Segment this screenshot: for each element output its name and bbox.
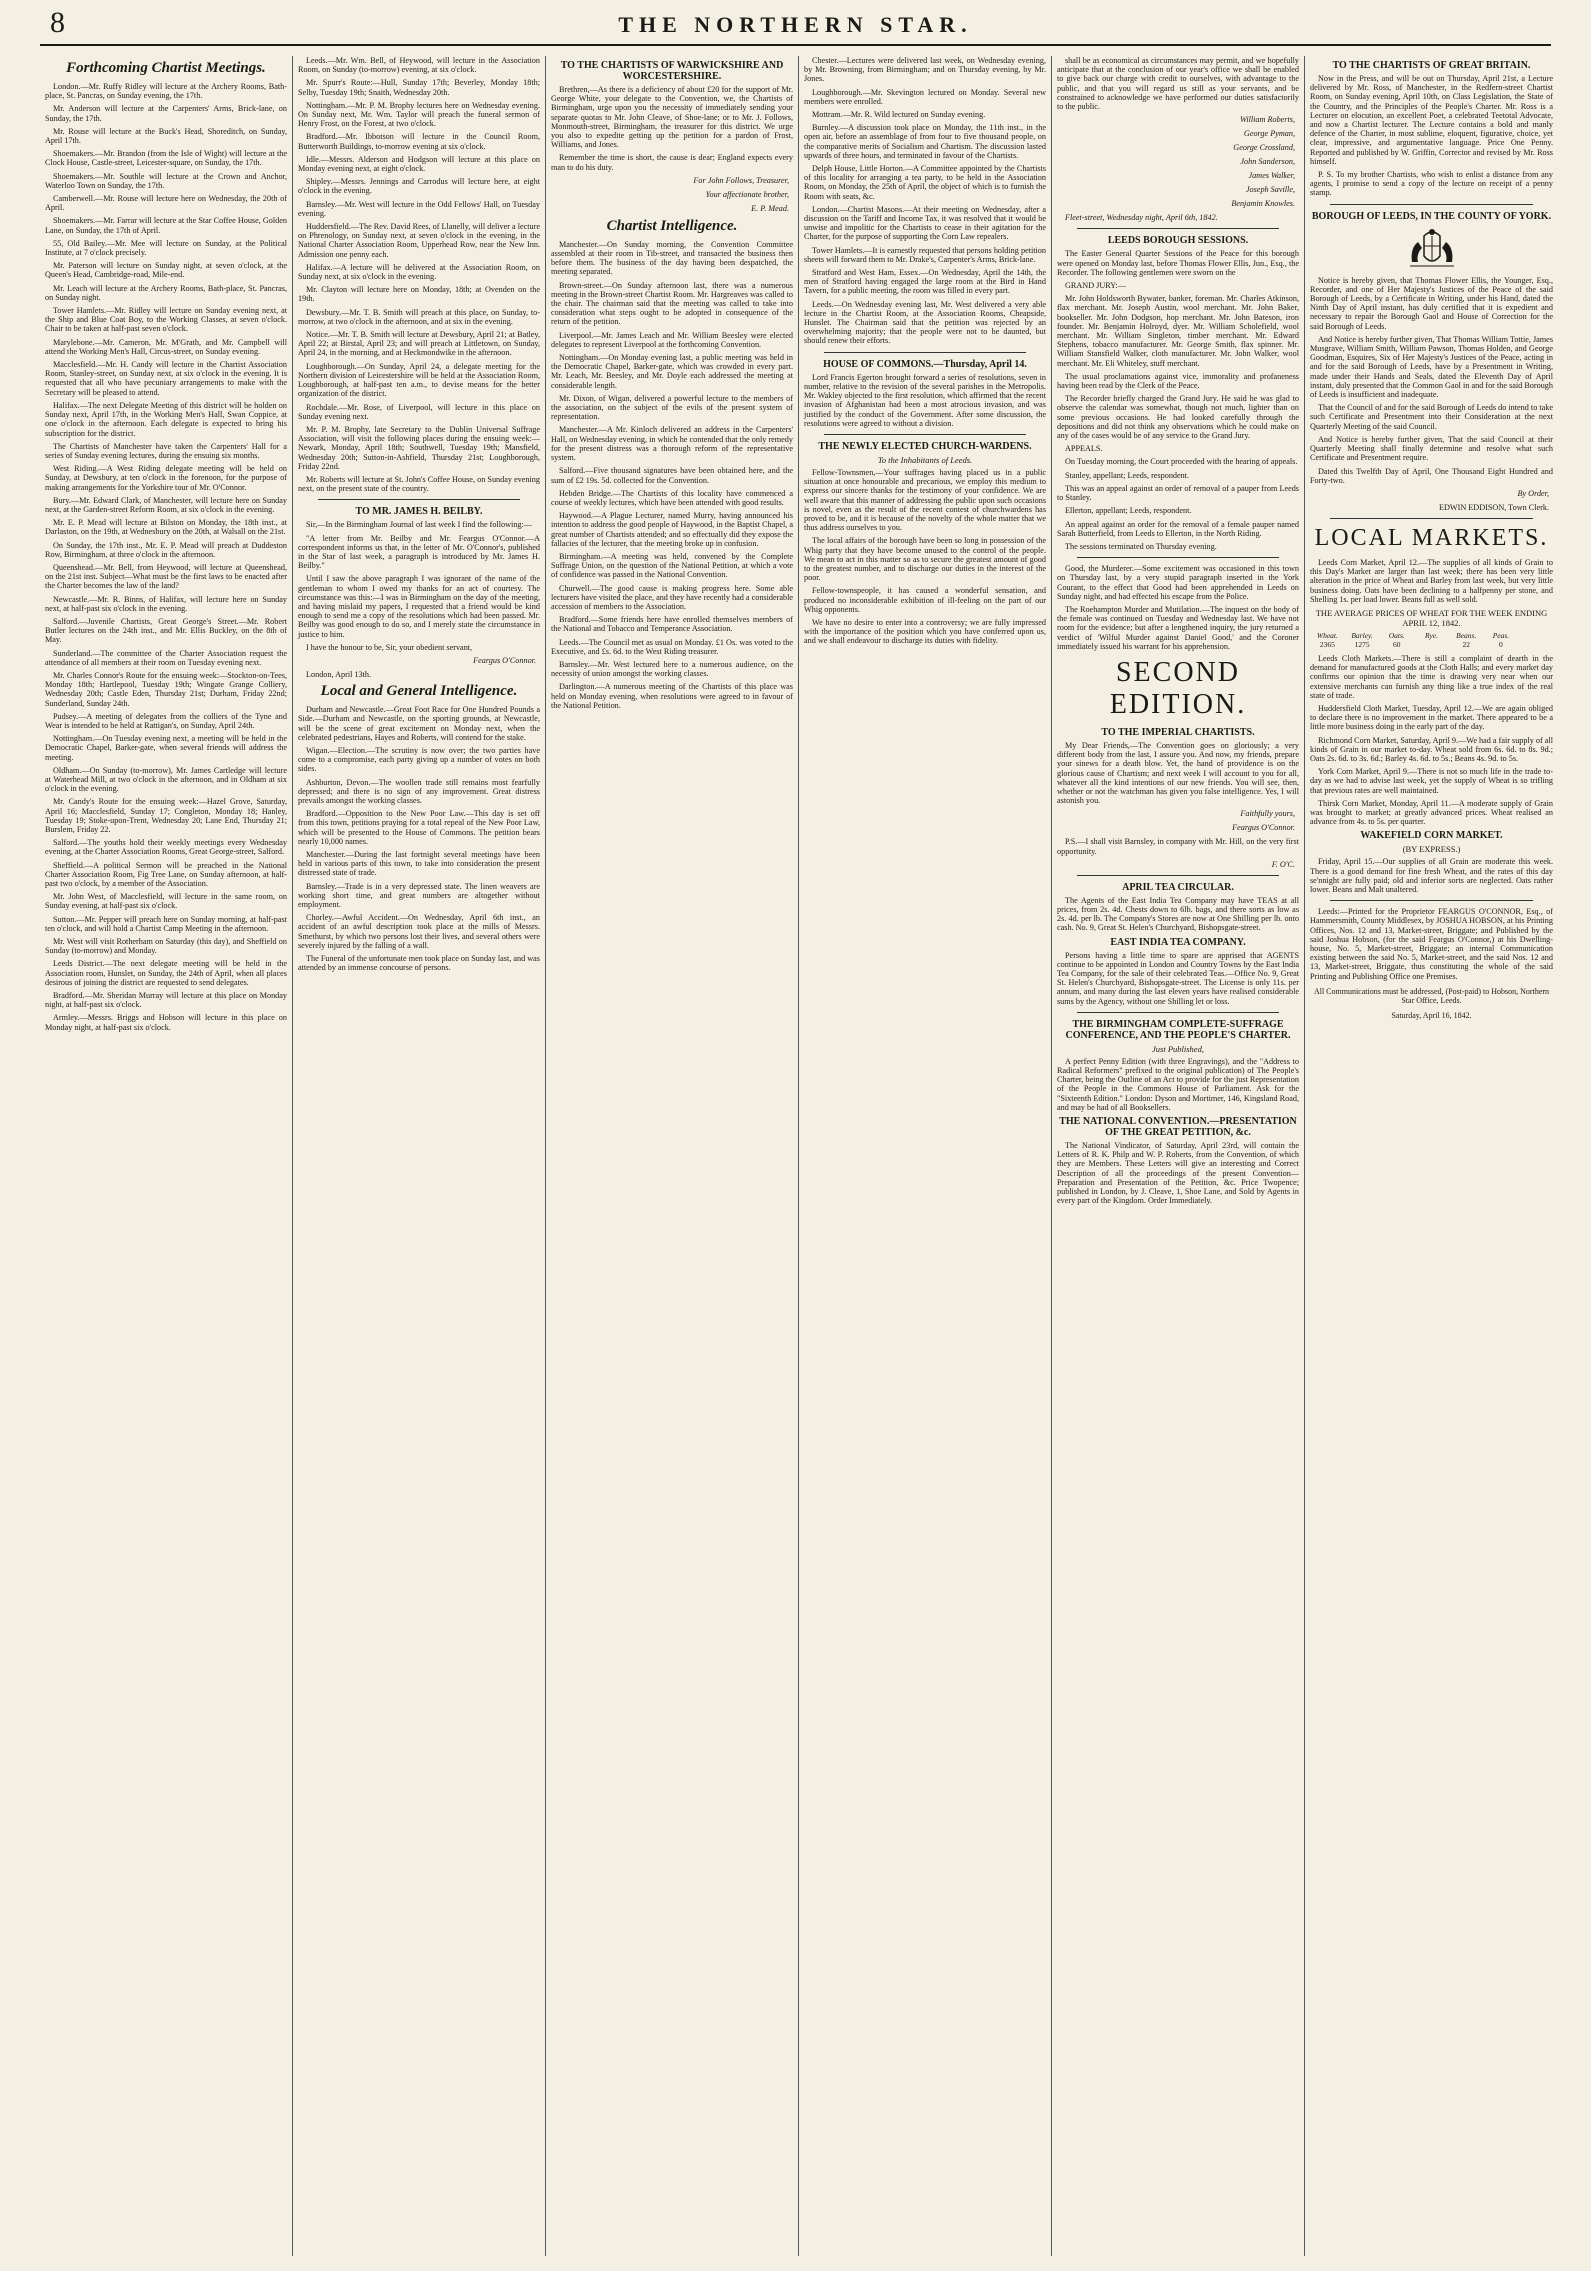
notice-paragraph: Barnsley.—Mr. West will lecture in the Odd Fellows' Hall, on Tuesday evening. (298, 199, 540, 218)
letter-signature: Feargus O'Connor. (473, 655, 536, 665)
news-paragraph: Chester.—Lectures were delivered last week, on Wednesday evening, by Mr. Browning, from Birmingham; and on Thursday evening, by Mr. Jones. (804, 56, 1046, 84)
notice-paragraph: Leeds District.—The next delegate meeting will be held in the Association room, Hunslet, on Sunday, the 24th of April, when all places desirous of joining the district are requested to send delegates. (45, 959, 287, 987)
notice-paragraph: Oldham.—On Sunday (to-morrow), Mr. James Cartledge will lecture at Waterhead Mill, at two o'clock in the afternoon, and in Oldham at six o'clock in the evening. (45, 765, 287, 794)
chartist-paragraphs (551, 240, 793, 710)
great-britain-ps: P. S. To my brother Chartists, who wish to enlist a distance from any agents, I promise to send a copy of the lecture on receipt of a penny stamp. (1310, 170, 1553, 198)
imperial-heading: TO THE IMPERIAL CHARTISTS. (1101, 726, 1255, 738)
letter-paragraph: "A letter from Mr. Beilby and Mr. Feargus O'Connor.—A correspondent informs us that, in the letter of Mr. O'Connor's, published in the Star of last week, a paragraph is introduced by Mr. James H. Beilby." (298, 533, 540, 571)
letter-paragraph: My Dear Friends,—The Convention goes on gloriously; a very different body from the last, I assure you. And now, my friends, prepare your sinews for a death blow. Yet, the hand of providence is on the glorious cause of Chartism; and next week I will account to you for all, whatever all the kind intentions of our new friends. You will see, then, whether or not the watchman has given you false intelligence. Yes, I will astonish you. (1057, 740, 1299, 806)
notice-paragraph: Salford.—The youths hold their weekly meetings every Wednesday evening, at the Charter Association Rooms, Great George-street, Salford. (45, 838, 287, 857)
masthead: THE NORTHERN STAR. (618, 12, 973, 37)
sessions-paragraph: An appeal against an order for the removal of a female pauper named Sarah Butterfield, from Leeds to Ellerton, in the North Riding. (1057, 519, 1299, 538)
news-paragraph: Wigan.—Election.—The scrutiny is now over; the two parties have come to a compromise, each party giving up a number of votes on both sides. (298, 745, 540, 774)
imprint-date: Saturday, April 16, 1842. (1391, 1010, 1472, 1020)
price-head: Peas. (1492, 630, 1510, 640)
letter-place: London, April 13th. (306, 669, 372, 679)
news-paragraph: Birmingham.—A meeting was held, convened by the Complete Suffrage Union, on the question of the National Petition, at which a vote of confidence was passed in the National Convention. (551, 551, 793, 580)
churchwarden-signatures (1057, 115, 1299, 208)
page-header (40, 8, 1551, 46)
signature-date: Fleet-street, Wednesday night, April 6th, 1842. (1065, 213, 1218, 223)
news-paragraph: Liverpool.—Mr. James Leach and Mr. William Beesley were elected delegates to represent Liverpool at the forthcoming Convention. (551, 330, 793, 349)
churchwardens-heading: THE NEWLY ELECTED CHURCH-WARDENS. (818, 440, 1032, 452)
great-britain-heading: TO THE CHARTISTS OF GREAT BRITAIN. (1332, 60, 1531, 71)
national-convention-text: The National Vindicator, of Saturday, April 23rd, will contain the Letters of R. K. Philp and W. P. Roberts, from the Convention, of which they are Members. These Letters will give an interesting and Correct Description of all the proceedings of the present Convention—Preparation and Presentation of the Petition, &c. Price Twopence; published in London, by J. Cleave, 1, Shoe Lane, and Sold by Agents in every part of the Kingdom. Order Immediately. (1057, 1141, 1299, 1206)
news-paragraph: Tower Hamlets.—It is earnestly requested that persons holding petition sheets will forward them to Mr. Drake's, Carpenter's Arms, Brick-lane. (804, 245, 1046, 264)
news-paragraph: Delph House, Little Horton.—A Committee appointed by the Chartists of this locality for arranging a tea party, to be held in the Association Room, on Monday, the 25th of April, the object of which is to furnish the Room with seats, &c. (804, 164, 1046, 201)
news-paragraph: Burnley.—A discussion took place on Monday, the 11th inst., in the open air, before an assemblage of from four to five thousand people, on the comparative merits of Socialism and Chartism. The discussion lasted upwards of three hours, and terminated in favour of the Chartists. (804, 123, 1046, 160)
notice-paragraph: Mr. Anderson will lecture at the Carpenters' Arms, Brick-lane, on Sunday, the 17th. (45, 104, 287, 123)
notice-paragraph: Halifax.—A lecture will be delivered at the Association Room, on Sunday next, at six o'clock in the evening. (298, 262, 540, 282)
notice-paragraph: Sutton.—Mr. Pepper will preach here on Sunday morning, at half-past ten o'clock, and will hold a Chartist Camp Meeting in the afternoon. (45, 914, 287, 933)
sessions-paragraph: The usual proclamations against vice, immorality and profaneness having been read by the Clerk of the Peace. (1057, 371, 1299, 391)
price-value (1518, 640, 1553, 649)
address-paragraph: shall be as economical as circumstances may permit, and we hopefully anticipate that at the conclusion of our year's office we shall be enabled to give back our charge with credit to ourselves, with advantage to the public, and that you will regard us still as your servants, and be constrained to acknowledge we have performed our duties satisfactorily to the public. (1057, 56, 1299, 112)
section-title-chartist: Chartist Intelligence. (606, 217, 738, 234)
price-head: Wheat. (1316, 630, 1338, 640)
tea-circular-text: The Agents of the East India Tea Company may have TEAS at all prices, from 2s. 4d. Chests down to 6lb. bags, and there sorts as low as 2s. 4d. per lb. The Company's Stores are now at One Shilling per lb. onto cash. No. 9, Great St. Helen's Churchyard, Bishopsgate-street. (1057, 895, 1299, 933)
col3-signature (551, 176, 793, 213)
divider (318, 499, 520, 500)
imprint: Leeds:—Printed for the Proprietor FEARGUS O'CONNOR, Esq., of Hammersmith, County Middlesex, by JOSHUA HOBSON, at his Printing Offices, Nos. 12 and 13, Market-street, Briggate; and Published by the said Joshua Hobson, (for the said Feargus O'Connor,) at his Dwelling-house, No. 5, Market-street, Briggate; an internal Communication existing between the said No. 5, Market-street, and the said Nos. 12 and 13, Market-street, Briggate, thus constituting the whole of the said Printing and Publishing Office one Premises. (1310, 907, 1553, 981)
news-paragraph: Leeds.—The Council met as usual on Monday. £1 Os. was voted to the Executive, and £s. 6d. to the West Riding treasurer. (551, 637, 793, 656)
notice-paragraph: Mr. Spurr's Route:—Hull, Sunday 17th; Beverley, Monday 18th; Selby, Tuesday 19th; Snaith, Wednesday 20th. (298, 78, 540, 97)
address-paragraph: We have no desire to enter into a controversy; we are fully impressed with the importance of the position which you have conferred upon us, and we shall endeavour to discharge its duties with fidelity. (804, 617, 1046, 646)
divider (824, 352, 1026, 353)
section-title-forthcoming: Forthcoming Chartist Meetings. (66, 60, 266, 76)
wakefield-text: Friday, April 15.—Our supplies of all Grain are moderate this week. There is a good demand for fine fresh Wheat, and the rates of this day se'nnight are fully paid; old and inferior sorts are neglected. Oats rather lower. Beans and Malt unaltered. (1310, 857, 1553, 894)
col1-paragraphs (45, 82, 287, 1032)
commons-heading: HOUSE OF COMMONS.—Thursday, April 14. (823, 358, 1027, 370)
notice-paragraph: Mr. Rouse will lecture at the Buck's Head, Shoreditch, on Sunday, April 17th. (45, 126, 287, 146)
notice-paragraph: West Riding.—A West Riding delegate meeting will be held on Sunday, at Dewsbury, at ten o'clock in the forenoon, for the purpose of making arrangements for the Yorkshire tour of Mr. O'Connor. (45, 464, 287, 492)
market-paragraph: York Corn Market, April 9.—There is not so much life in the trade to-day as we had to advise last week, yet the supply of Wheat is so trifling that previous rates are well maintained. (1310, 767, 1553, 795)
notice-paragraph: And Notice is hereby further given, That Thomas William Tottie, James Musgrave, William Smith, William Pawson, Thomas Holden, and George Goodman, Esquires, Six of Her Majesty's Justices of the Peace, acting in and for the said Borough of Leeds, have by a Presentment in Writing, made under their Hands and Seals, dated the Eleventh Day of April instant, duly presented that the Common Gaol in and for the said Borough of Leeds is insufficient and inadequate. (1310, 334, 1553, 400)
news-paragraph: Ashburton, Devon.—The woollen trade still remains most fearfully depressed; and there is no sign of any improvement. Great distress prevails amongst the working classes. (298, 777, 540, 805)
price-head (1518, 631, 1553, 640)
notice-paragraph: Newcastle.—Mr. R. Binns, of Halifax, will lecture here on Sunday next, at half-past six o'clock in the evening. (45, 594, 287, 613)
divider (1330, 518, 1533, 519)
notice-paragraph: Shoemakers.—Mr. Southle will lecture at the Crown and Anchor, Waterloo Town on Sunday, the 17th. (45, 171, 287, 190)
sessions-paragraph: Ellerton, appellant; Leeds, respondent. (1065, 506, 1192, 516)
price-value: 0 (1499, 639, 1503, 649)
markets-paragraphs (1310, 654, 1553, 826)
price-head: Rye. (1425, 630, 1438, 640)
notice-paragraph: Mr. Roberts will lecture at St. John's Coffee House, on Sunday evening next, on the present state of the country. (298, 474, 540, 494)
divider (1077, 228, 1279, 229)
news-paragraph: Bradford.—Opposition to the New Poor Law.—This day is set off from this town, petitions praying for a total repeal of the New Poor Law, which will be presented to the House of Commons. The petition bears nearly 10,000 names. (298, 809, 540, 846)
warwickshire-heading: TO THE CHARTISTS OF WARWICKSHIRE AND WORCESTERSHIRE. (560, 60, 784, 82)
column-3 (546, 56, 799, 2256)
murderer-text: Good, the Murderer.—Some excitement was occasioned in this town on Thursday last, by a very stupid paragraph inserted in the York Courant, to the effect that Good had been apprehended in Leeds on Sunday night, and had effected his escape from the Police. (1057, 564, 1299, 601)
borough-by: By Order, (1517, 488, 1549, 498)
notice-paragraph: Shoemakers.—Mr. Farrar will lecture at the Star Coffee House, Golden Lane, on Sunday, the 17th of April. (45, 216, 287, 235)
east-india-heading: EAST INDIA TEA COMPANY. (1110, 936, 1246, 948)
notice-paragraph: Bury.—Mr. Edward Clark, of Manchester, will lecture here on Sunday next, at the Garden-street Reform Room, at six o'clock in the evening. (45, 495, 287, 514)
churchwardens-sub: To the Inhabitants of Leeds. (877, 454, 973, 465)
column-2 (293, 56, 546, 2256)
signature-line: E. P. Mead. (751, 203, 789, 213)
letter-heading: TO MR. JAMES H. BEILBY. (355, 506, 483, 518)
divider (1077, 875, 1279, 876)
address-paragraph: Remember the time is short, the cause is dear; England expects every man to do his duty. (551, 153, 793, 172)
col4-paragraphs (804, 56, 1046, 346)
notice-paragraph: Mr. P. M. Brophy, late Secretary to the Dublin Universal Suffrage Association, will visit the following places during the ensuing week:—Newark, Monday, April 18th; Southwell, Tuesday 19th; Mansfield, Wednesday 20th; Sutton-in-Ashfield, Thursday 21st; Loughborough, Friday 22nd. (298, 424, 540, 471)
notice-paragraph: Mr. Candy's Route for the ensuing week:—Hazel Grove, Saturday, April 16; Macclesfield, Sunday 17; Congleton, Monday 18; Hanley, Tuesday 19; Stoke-upon-Trent, Wednesday 20; Lane End, Thursday 21; Burslem, Friday 22. (45, 797, 287, 835)
notice-paragraph: Shoemakers.—Mr. Brandon (from the Isle of Wight) will lecture at the Clock House, Castle-street, Leicester-square, on Sunday, the 17th. (45, 149, 287, 168)
news-paragraph: Mr. Dixon, of Wigan, delivered a powerful lecture to the members of the association, on the subject of the evils of the present system of representation. (551, 393, 793, 422)
notice-paragraph: London.—Mr. Ruffy Ridley will lecture at the Archery Rooms, Bath-place, St. Pancras, on Sunday evening, the 17th. (45, 82, 287, 101)
notice-paragraph: Pudsey.—A meeting of delegates from the colliers of the Tyne and Wear is intended to be held at Rattigan's, on Sunday, April 24th. (45, 711, 287, 730)
col2-paragraphs (298, 56, 540, 493)
divider (824, 434, 1026, 435)
notice-paragraph: Mr. Charles Connor's Route for the ensuing week:—Stockton-on-Tees, Monday 18th; Hartlepool, Tuesday 19th; Wingate Grange Colliery, Wednesday 20th; Castle Eden, Thursday 21st; Durham, Friday 22nd; Sunderland, Sunday 24th. (45, 670, 287, 708)
notice-paragraph: Armley.—Messrs. Briggs and Hobson will lecture in this place on Monday night, at half-past six o'clock. (45, 1013, 287, 1032)
notice-paragraph: Leeds.—Mr. Wm. Bell, of Heywood, will lecture in the Association Room, on Sunday (to-morrow) evening, at six o'clock. (298, 56, 540, 75)
news-paragraph: Barnsley.—Trade is in a very depressed state. The linen weavers are working short time, and great numbers are altogether without employment. (298, 881, 540, 910)
notice-paragraph: Shipley.—Messrs. Jennings and Carrodus will lecture here, at eight o'clock in the evening. (298, 177, 540, 196)
market-paragraph: Thirsk Corn Market, Monday, April 11.—A moderate supply of Grain was brought to market; at greatly advanced prices. Wheat realised an advance from 4s. to 5s. per quarter. (1310, 798, 1553, 827)
royal-arms-icon (1404, 226, 1460, 272)
local-markets-title: LOCAL MARKETS. (1314, 524, 1549, 551)
news-paragraph: Leeds.—On Wednesday evening last, Mr. West delivered a very able lecture in the Chartist Room, at the Association Rooms, Cheapside, Hunslet. The Chairman said that the petition was rejected by an overwhelming majority; that the people were not to be daunted, but should renew their efforts. (804, 299, 1046, 346)
notice-paragraph: Mr. Paterson will lecture on Sunday night, at seven o'clock, at the Queen's Head, Cambridge-road, Mile-end. (45, 261, 287, 280)
divider (1077, 1012, 1279, 1013)
imperial-close: Faithfully yours, (1240, 809, 1295, 819)
notice-paragraph: Halifax.—The next Delegate Meeting of this district will be holden on Sunday next, April 17th, in the Working Men's Hall, Swan Coppice, at one o'clock in the afternoon. Each delegate is expected to bring his subscription for the district. (45, 400, 287, 438)
sessions-paragraph: The Easter General Quarter Sessions of the Peace for this borough were opened on Monday last, before Thomas Flower Ellis, Jun., Esq., the Recorder. The following gentlemen were sworn on the (1057, 249, 1299, 277)
commons-text: Lord Francis Egerton brought forward a series of resolutions, seven in number, relative to the revision of the several parishes in the Metropolis. Mr. Wakley objected to the first resolution, which affirmed that the recent invasion of Afghanistan had been a most atrocious invasion, and was justified by the conduct of the Government. After some discussion, the resolutions were agreed to without a division. (804, 372, 1046, 428)
price-value: 60 (1393, 639, 1401, 649)
notice-paragraph: Mr. Clayton will lecture here on Monday, 18th; at Ovenden on the 19th. (298, 285, 540, 304)
borough-paragraphs (1310, 276, 1553, 463)
news-paragraph: Darlington.—A numerous meeting of the Chartists of this place was held on Monday evening, when resolutions were agreed to in favour of the National Petition. (551, 682, 793, 710)
price-table (1310, 631, 1553, 649)
signature-line: Joseph Saville, (1245, 185, 1295, 195)
conference-sub: Just Published, (1152, 1043, 1204, 1054)
address-paragraph: Fellow-townspeople, it has caused a wonderful sensation, and produced no inconsiderable exhibition of ill-feeling on the part of our Whig opponents. (804, 586, 1046, 614)
section-title-local: Local and General Intelligence. (320, 683, 518, 700)
divider (1077, 557, 1279, 558)
notice-paragraph: That the Council of and for the said Borough of Leeds do intend to take such Certificate and Presentment into their Consideration at the next Quarterly Meeting of the said Council. (1310, 403, 1553, 431)
sessions-paragraph: This was an appeal against an order of removal of a pauper from Leeds to Stanley. (1057, 483, 1299, 503)
sessions-paragraph: Stanley, appellant; Leeds, respondent. (1065, 470, 1190, 480)
notice-paragraph: Loughborough.—On Sunday, April 24, a delegate meeting for the Northern division of Leicestershire will be held at the Association Room, Loughborough, at half-past ten a.m., to devise means for the better organization of the district. (298, 361, 540, 399)
imperial-signature: Feargus O'Connor. (1232, 823, 1295, 833)
news-paragraph: Manchester.—During the last fortnight several meetings have been held in various parts of this town, to take into consideration the present distressed state of trade. (298, 850, 540, 878)
notice-paragraph: Mr. E. P. Mead will lecture at Bilston on Monday, the 18th inst., at Darlaston, on the 19th, at Wednesbury on the 20th, at Walsall on the 21st. (45, 518, 287, 537)
imperial-initials: F. O'C. (1271, 859, 1295, 869)
price-head: Barley. (1351, 630, 1373, 640)
sessions-paragraph: The Recorder briefly charged the Grand Jury. He said he was glad to observe the calendar was somewhat, though not much, lighter than on some previous occasions. He had looked carefully through the depositions and did not think any observations which he could make on any of the cases would be of any service to the Grand Jury. (1057, 394, 1299, 441)
price-value: 2365 (1319, 639, 1335, 649)
wakefield-sub: (BY EXPRESS.) (1402, 844, 1461, 855)
conference-heading: THE BIRMINGHAM COMPLETE-SUFFRAGE CONFERENCE, AND THE PEOPLE'S CHARTER. (1065, 1018, 1291, 1041)
notice-paragraph: Notice.—Mr. T. B. Smith will lecture at Dewsbury, April 21; at Batley, April 22; at Birstal, April 23; and will preach at Littletown, on Sunday, April 24, in the morning, and at Heckmondwike in the afternoon. (298, 330, 540, 358)
sessions-paragraph: The sessions terminated on Thursday evening. (1065, 541, 1217, 551)
signature-line: George Crossland, (1233, 143, 1295, 153)
notice-paragraph: Tower Hamlets.—Mr. Ridley will lecture on Sunday evening next, at the Ship and Blue Coat Boy, to the Working Classes, at seven o'clock. Chair to be taken at half-past seven o'clock. (45, 306, 287, 334)
news-paragraph: The Funeral of the unfortunate men took place on Sunday last, and was attended by an immense concourse of persons. (298, 954, 540, 973)
sessions-paragraph: APPEALS. (1065, 444, 1103, 454)
news-paragraph: London.—Chartist Masons.—At their meeting on Wednesday, after a discussion on the Tariff and Income Tax, it was resolved that it would be unwise and impolitic for the Chartists to cease in their agitation for the Charter, for the purpose of supporting the Corn Law repealers. (804, 204, 1046, 242)
notice-paragraph: Bradford.—Mr. Sheridan Murray will lecture at this place on Monday night, at half-past six o'clock. (45, 991, 287, 1010)
great-britain-text: Now in the Press, and will be out on Thursday, April 21st, a Lecture delivered by Mr. Ross, of Manchester, in the Redfern-street Chartist Room, on Sunday evening, April 10th, on Class Legislation, the State of the Country, and the Principles of the People's Charter. Mr. Ross is a Lecturer on elocution, an excellent Poet, a celebrated Teetotal Advocate, and now a Chartist lecturer. The Lecture contains a bold and manly defence of the Charter, in most sublime, eloquent, figurative, choice, yet clear, impressive, and argumentative language. Price One Penny. Reported and published by W. Griffin, Corrector and revised by Mr. Ross himself. (1310, 74, 1553, 166)
markets-table-title: THE AVERAGE PRICES OF WHEAT FOR THE WEEK ENDING APRIL 12, 1842. (1315, 607, 1548, 628)
price-head: Oats. (1388, 630, 1405, 640)
notice-paragraph: Sheffield.—A political Sermon will be preached in the National Charter Association Room, Fig Tree Lane, on Sunday afternoon, at half-past two o'clock, by a member of the Association. (45, 860, 287, 889)
signature-line: William Roberts, (1239, 115, 1295, 125)
notice-paragraph: Marylebone.—Mr. Cameron, Mr. M'Grath, and Mr. Campbell will attend the Working Men's Hall, Circus-street, on Sunday evening. (45, 337, 287, 356)
address-paragraph: The local affairs of the borough have been so long in possession of the Whig party that they have become unused to the control of the people. We mean to act in this matter so as to secure the greatest amount of good to the greatest number, and to discharge our duties in the interest of the poor. (804, 536, 1046, 583)
notice-paragraph: The Chartists of Manchester have taken the Carpenters' Hall for a series of Sunday evening lectures, during the ensuing six months. (45, 441, 287, 460)
news-paragraph: Barnsley.—Mr. West lectured here to a numerous audience, on the necessity of union amongst the working classes. (551, 659, 793, 679)
news-paragraph: Chorley.—Awful Accident.—On Wednesday, April 6th inst., an accident of an awful description took place at the mills of Messrs. Smethurst, by which two persons lost their lives, and several others were severely injured by the falling of a wall. (298, 913, 540, 950)
letter-paragraphs (298, 520, 540, 652)
national-convention-heading: THE NATIONAL CONVENTION.—PRESENTATION OF THE GREAT PETITION, &c. (1059, 1116, 1297, 1139)
notice-paragraph: Queenshead.—Mr. Bell, from Heywood, will lecture at Queenshead, on the 21st inst. Subject—What must be the first laws to be enacted after the Charter becomes the law of the land? (45, 562, 287, 591)
sessions-paragraph: On Tuesday morning, the Court proceeded with the hearing of appeals. (1065, 457, 1298, 467)
notice-paragraph: And Notice is hereby further given, That the said Council at their Quarterly Meeting shall finally determine and resolve what such Certificate and Presentment require. (1310, 434, 1553, 463)
signature-line: Benjamin Knowles. (1231, 199, 1295, 209)
address-paragraph: Fellow-Townsmen,—Your suffrages having placed us in a public situation at once honourable and precarious, we employ this medium to express our sincere thanks for the testimony of your confidence. We are well aware that this manner of addressing the public upon such occasions is novel, even as the result of the recent contest of churchwardens has proved to be, and it is because of the novelty of the whole matter that we thus address ourselves to you. (804, 467, 1046, 533)
letter-paragraph: Until I saw the above paragraph I was ignorant of the name of the gentleman to whom I owed my thanks for an act of courtesy. The circumstance was this:—I was in Birmingham on the day of the meeting, and having mislaid my papers, I requested that a friend would be kind enough to send me a copy of the resolutions which had been passed. Mr. Beilby was good enough to do so, and I merely state the circumstance in justice to him. (298, 574, 540, 639)
imprint-address: All Communications must be addressed, (Post-paid) to Hobson, Northern Star Office, Leeds. (1313, 986, 1550, 1005)
column-6 (1305, 56, 1558, 2256)
letter-paragraph: I have the honour to be, Sir, your obedient servant, (306, 642, 473, 652)
divider (1330, 900, 1533, 901)
price-value: 1275 (1354, 639, 1370, 649)
signature-line: John Sanderson, (1240, 157, 1295, 167)
notice-paragraph: On Sunday, the 17th inst., Mr. E. P. Mead will preach at Duddeston Row, Birmingham, at three o'clock in the afternoon. (45, 540, 287, 559)
address-paragraph: Brethren,—As there is a deficiency of about £20 for the support of Mr. George White, your delegate to the Convention, we, the Chartists of Birmingham, urge upon you the necessity of immediately sending your separate quotas to Mr. John Cleave, of Shoe-lane; or to Mr. J. Follows, Monmouth-street, Birmingham, the treasurer for this district. We urge you also to expedite getting up the petition for a pardon of Frost, Williams, and Jones. (551, 85, 793, 150)
markets-intro: Leeds Corn Market, April 12.—The supplies of all kinds of Grain to this Day's Market are larger than last week; there has been very little alteration in the price of Wheat and Barley from last week, but very little business doing. Oats have been declining to a halfpenny per stone, and Shelling 1s. per load lower. Beans full as well sold. (1310, 557, 1553, 604)
page-number: 8 (50, 6, 65, 39)
notice-paragraph: Mr. West will visit Rotherham on Saturday (this day), and Sheffield on Sunday (to-morrow) and Monday. (45, 937, 287, 956)
news-paragraph: Mottram.—Mr. R. Wild lectured on Sunday evening. (812, 110, 986, 120)
roehampton-text: The Roehampton Murder and Mutilation.—The inquest on the body of the female was continued on Tuesday and Wednesday last. We have not room for the evidence; but after a lengthened inquiry, the jury returned a verdict of 'Wilful Murder against Daniel Good,' and the Coroner immediately issued his warrant for his apprehension. (1057, 604, 1299, 651)
sessions-paragraph: Mr. John Holdsworth Bywater, banker, foreman. Mr. Charles Atkinson, flax merchant. Mr. Joseph Austin, wool merchant. Mr. John Baker, bookseller. Mr. John Dodgson, hop merchant. Mr. John Bateson, iron founder. Mr. Benjamin Holroyd, dyer. Mr. William Scholefield, wool merchant. Mr. William Singleton, timber merchant. Mr. Edward Stephens, tobacco manufacturer. Mr. George Smith, flax spinner. Mr. William Stansfield Walker, cloth manufacturer. Mr. John Walker, wool merchant. Mr. Eli Whiteley, stuff merchant. (1057, 294, 1299, 368)
local-paragraphs (298, 705, 540, 972)
notice-paragraph: Salford.—Juvenile Chartists, Great George's Street.—Mr. Robert Butler lectures on the 24th inst., and Mr. Ellis Buckley, on the 8th of May. (45, 616, 287, 645)
signature-line: For John Follows, Treasurer, (693, 175, 789, 185)
col5-paragraphs (1057, 56, 1299, 111)
churchwardens-paragraphs (804, 468, 1046, 646)
column-1 (40, 56, 293, 2256)
news-paragraph: Nottingham.—On Monday evening last, a public meeting was held in the Democratic Chapel, Barker-gate, which was crowded in every part. Mr. Leach, Mr. Beesley, and Mr. Doyle each addressed the meeting at considerable length. (551, 353, 793, 390)
news-paragraph: Durham and Newcastle.—Great Foot Race for One Hundred Pounds a Side.—Durham and Newcastle, on the sporting grounds, at Newcastle, will be the scene of great excitement on Monday next, when the celebrated pedestrians, Hayes and Roberts, will contend for the stake. (298, 705, 540, 742)
sessions-heading: LEEDS BOROUGH SESSIONS. (1107, 235, 1249, 247)
col3-paragraphs (551, 85, 793, 172)
notice-paragraph: Idle.—Messrs. Alderson and Hodgson will lecture at this place on Monday evening next, at eight o'clock. (298, 154, 540, 174)
signature-line: James Walker, (1248, 171, 1295, 181)
notice-paragraph: Sunderland.—The committee of the Charter Association request the attendance of all members at their room on Tuesday evening next. (45, 648, 287, 667)
wakefield-heading: WAKEFIELD CORN MARKET. (1360, 830, 1503, 842)
news-paragraph: Haywood.—A Plague Lecturer, named Murry, having announced his intention to address the good people of Haywood, in the Baptist Chapel, a great number of Chartists attended; and so effectually did they expose the fallacies of the lecturer, that the meeting broke up in confusion. (551, 511, 793, 548)
news-paragraph: Loughborough.—Mr. Skevington lectured on Monday. Several new members were enrolled. (804, 87, 1046, 106)
borough-heading: BOROUGH OF LEEDS, IN THE COUNTY OF YORK. (1311, 210, 1552, 222)
conference-text: A perfect Penny Edition (with three Engravings), and the "Address to Radical Reformers" prefixed to the original publication) of The People's Charter, being the Outline of an Act to provide for the just Representation of the People in the Commons House of Parliament. Ask for the "Sixteenth Edition." London: Dyson and Mortimer, 146, Kingsland Road, and may be had of all Booksellers. (1057, 1056, 1299, 1112)
notice-paragraph: Bradford.—Mr. Ibbotson will lecture in the Council Room, Butterworth Buildings, to-morrow evening at six o'clock. (298, 132, 540, 151)
sessions-paragraph: GRAND JURY:— (1065, 281, 1126, 291)
market-paragraph: Huddersfield Cloth Market, Tuesday, April 12.—We are again obliged to declare there is no improvement in the market. There appeared to be a little more business doing in the early part of the day. (1310, 703, 1553, 732)
notice-paragraph: Huddersfield.—The Rev. David Rees, of Llanelly, will deliver a lecture on Phrenology, on Sunday next, at seven o'clock in the evening, in the National Charter Association Room, Upperhead Row, near the New Inn. Admission one penny each. (298, 222, 540, 259)
news-paragraph: Brown-street.—On Sunday afternoon last, there was a numerous meeting in the Brown-street Chartist Room. Mr. Hargreaves was called to the chair. The chairman said that the meeting was called to take into consideration what steps ought to be adopted in consequence of the return of the petition. (551, 280, 793, 327)
borough-date: Dated this Twelfth Day of April, One Thousand Eight Hundred and Forty-two. (1310, 466, 1553, 485)
borough-signature: EDWIN EDDISON, Town Clerk. (1438, 502, 1549, 512)
news-paragraph: Bradford.—Some friends here have enrolled themselves members of the National and Tobacco and Temperance Association. (551, 615, 793, 634)
imperial-ps: P.S.—I shall visit Barnsley, in company with Mr. Hill, on the very first opportunity. (1057, 837, 1299, 856)
signature-line: Your affectionate brother, (705, 189, 789, 199)
letter-paragraph: Sir,—In the Birmingham Journal of last week I find the following:— (306, 520, 532, 530)
notice-paragraph: Macclesfield.—Mr. H. Candy will lecture in the Chartist Association Room, Stanley-street, on Sunday next, at six o'clock in the evening. It is requested that all who have pecuniary arrangements to make with the Secretary will be pleased to attend. (45, 360, 287, 397)
notice-paragraph: Nottingham.—On Tuesday evening next, a meeting will be held in the Democratic Chapel, Barker-gate, when several friends will address the meeting. (45, 734, 287, 762)
price-value (1414, 640, 1449, 649)
notice-paragraph: 55, Old Bailey.—Mr. Mee will lecture on Sunday, at the Political Institute, at 7 o'clock precisely. (45, 238, 287, 258)
news-paragraph: Churwell.—The good cause is making progress here. Some able lecturers have visited the place, and they have recently had a considerable accession of members to the Association. (551, 583, 793, 611)
news-paragraph: Manchester.—A Mr. Kinloch delivered an address in the Carpenters' Hall, on Wednesday evening, in which he contended that the only remedy for the present distress was a thorough reform of the representative system. (551, 425, 793, 463)
east-india-text: Persons having a little time to spare are apprised that AGENTS continue to be appointed in London and Country Towns by the East India Tea Company, for the sale of their celebrated Teas.—Office No. 9, Great St. Helen's Churchyard, Bishopsgate-street. The License is only 11s. per annum, and many during the last eleven years have realised considerable sums by the Agency, without one Shilling let or loss. (1057, 950, 1299, 1006)
price-value: 22 (1462, 639, 1470, 649)
price-head: Beans. (1456, 630, 1477, 640)
notice-paragraph: Mr. John West, of Macclesfield, will lecture in the same room, on Sunday evening, at half-past six o'clock. (45, 892, 287, 911)
signature-line: George Pyman, (1243, 129, 1295, 139)
news-paragraph: Hebden Bridge.—The Chartists of this locality have commenced a course of weekly lectures, which have been attended with good results. (551, 488, 793, 507)
sessions-paragraphs (1057, 249, 1299, 551)
second-edition-title: SECOND EDITION. (1109, 656, 1247, 720)
notice-paragraph: Dewsbury.—Mr. T. B. Smith will preach at this place, on Sunday, to-morrow, at two o'clock in the afternoon, and at six in the evening. (298, 307, 540, 326)
column-5 (1052, 56, 1305, 2256)
column-4 (799, 56, 1052, 2256)
tea-circular-heading: APRIL TEA CIRCULAR. (1122, 881, 1234, 893)
divider (1330, 204, 1533, 205)
notice-paragraph: Mr. Leach will lecture at the Archery Rooms, Bath-place, St. Pancras, on Sunday night. (45, 283, 287, 302)
notice-paragraph: Nottingham.—Mr. P. M. Brophy lectures here on Wednesday evening. On Sunday next, Mr. Wm. Taylor will preach the funeral sermon of Henry Frost, on the Forest, at two o'clock. (298, 100, 540, 129)
news-paragraph: Stratford and West Ham, Essex.—On Wednesday, April the 14th, the men of Stratford having engaged the large room at the Bird in Hand Tavern, for a public meeting, the room was filled in every part. (804, 268, 1046, 296)
notice-paragraph: Notice is hereby given, that Thomas Flower Ellis, the Younger, Esq., Recorder, and one of Her Majesty's Justices of the Peace of the said Borough of Leeds, by a Certificate in Writing, under his Hand, dated the Ninth Day of April instant, has duly certified that it is expedient and necessary to repair the Borough Gaol and House of Correction for the said Borough of Leeds. (1310, 275, 1553, 331)
news-paragraph: Manchester.—On Sunday morning, the Convention Committee assembled at their room in Tib-street, and transacted the business then before them. The business of the day having been despatched, the meeting separated. (551, 239, 793, 277)
columns (40, 56, 1560, 2256)
news-paragraph: Salford.—Five thousand signatures have been obtained here, and the sum of £2 19s. 5d. collected for the Convention. (551, 466, 793, 485)
market-paragraph: Richmond Corn Market, Saturday, April 9.—We had a fair supply of all kinds of Grain in our market to-day. Wheat sold from 6s. 6d. to 8s. 9d.; Oats 2s. 6d. to 3s. 6d.; Barley 4s. 6d. to 5s.; Beans 4s. 9d. to 5s. (1310, 735, 1553, 763)
market-paragraph: Leeds Cloth Markets.—There is still a complaint of dearth in the demand for manufactured goods at the Cloth Halls; and every market day confirms our opinion that the time is drawing very near when our extensive merchants can furnish any thing like a true index of the real state of trade. (1310, 653, 1553, 700)
imperial-paragraphs (1057, 741, 1299, 805)
notice-paragraph: Camberwell.—Mr. Rouse will lecture here on Wednesday, the 20th of April. (45, 194, 287, 213)
notice-paragraph: Rochdale.—Mr. Rose, of Liverpool, will lecture in this place on Sunday evening next. (298, 402, 540, 421)
